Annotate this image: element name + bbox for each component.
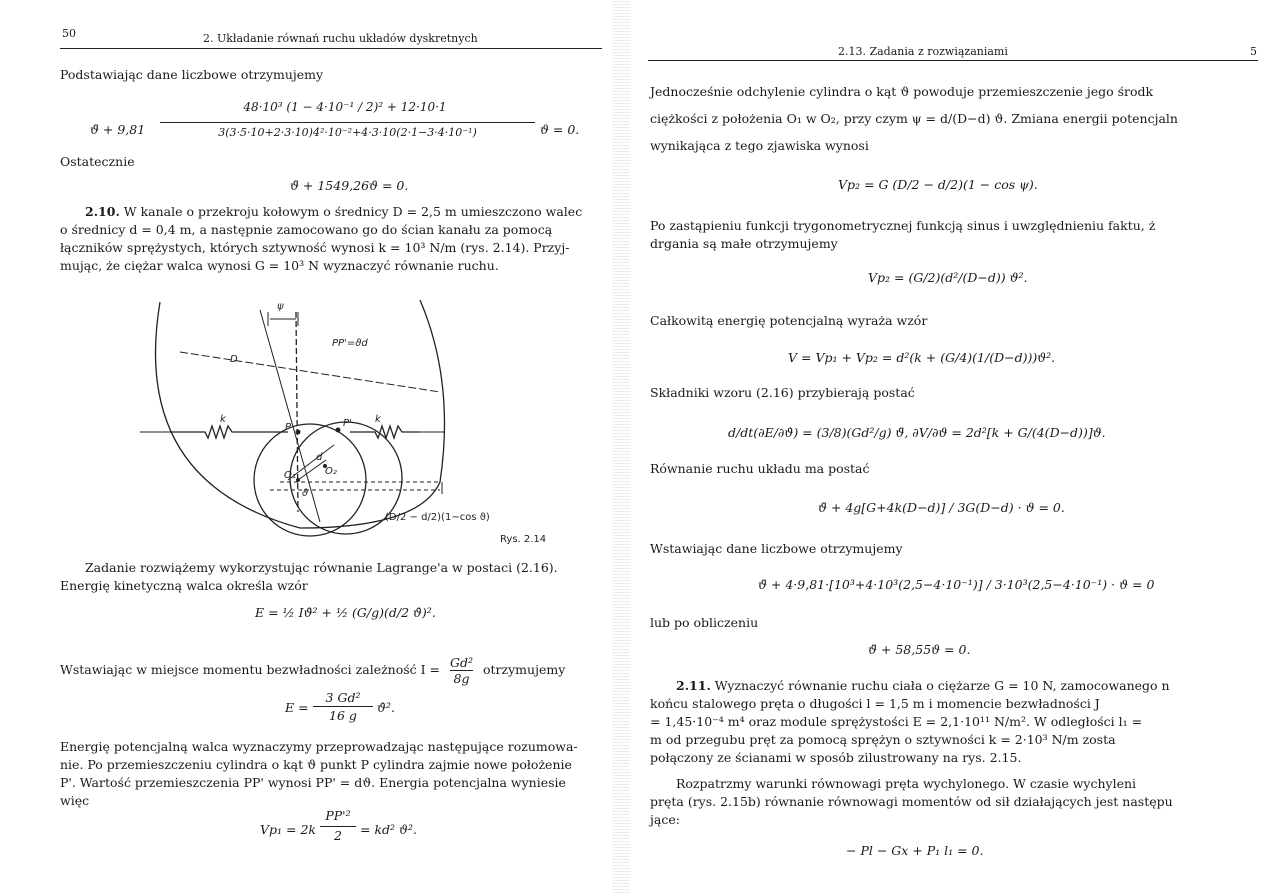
- figure-2-14: [120, 282, 547, 550]
- equation-2: ϑ̈ + 1549,26ϑ = 0.: [290, 178, 409, 193]
- cylinder-position-1: [254, 424, 366, 536]
- spring-left: [170, 426, 288, 438]
- equation-E1: E = ½ Iϑ̇² + ½ (G/g)(d/2 ϑ̇)².: [255, 605, 436, 620]
- gd2: Gd²: [450, 655, 474, 670]
- equation-1: [60, 92, 605, 152]
- wstawiajac-fraction: [450, 655, 473, 686]
- text-line: Po zastąpieniu funkcji trygonometrycznej funkcją sinus i uwzględnieniu faktu, ż: [650, 218, 1156, 233]
- equation-final: ϑ̈ + 58,55ϑ = 0.: [868, 642, 971, 657]
- text-line: Równanie ruchu układu ma postać: [650, 461, 870, 476]
- label-bottom: (D/2 − d/2)(1−cos ϑ): [385, 512, 490, 523]
- channel-wall: [156, 300, 445, 528]
- equation-moment: − Pl − Gx + P₁ l₁ = 0.: [846, 843, 984, 858]
- problem-number: 2.10.: [85, 204, 120, 219]
- intro-text: Podstawiając dane liczbowe otrzymujemy: [60, 67, 324, 82]
- label-psi: ψ: [277, 301, 284, 312]
- text-line: Składniki wzoru (2.16) przybierają postać: [650, 385, 915, 400]
- problem-line: Wyznaczyć równanie ruchu ciała o ciężarze G = 10 N, zamocowanego n: [714, 678, 1170, 693]
- label-O1: O₁: [284, 470, 296, 481]
- problem-line: łączników sprężystych, których sztywność wynosi k = 10³ N/m (rys. 2.14). Przyj-: [60, 240, 570, 255]
- e2-den: 16 g: [329, 708, 357, 723]
- para-line: Zadanie rozwiążemy wykorzystując równanie Lagrange'a w postaci (2.16).: [85, 560, 558, 575]
- text-line: ciężkości z położenia O₁ w O₂, przy czym ψ = d/(D−d) ϑ. Zmiana energii potencjaln: [650, 111, 1178, 126]
- label-P-prime: P': [343, 418, 352, 429]
- e2-num: 3 Gd²: [325, 690, 361, 705]
- equation-Vp1: [260, 808, 460, 848]
- problem-2-10: [85, 203, 582, 221]
- point-p-prime: [336, 428, 341, 433]
- eightg: 8g: [450, 670, 473, 686]
- running-head: 2.13. Zadania z rozwiązaniami: [838, 45, 1008, 58]
- spring-right: [350, 426, 420, 438]
- label-theta: ϑ: [302, 488, 309, 499]
- energy-line: więc: [60, 793, 90, 808]
- problem-line: połączony ze ścianami w sposób zilustrowany na rys. 2.15.: [650, 750, 1022, 765]
- figure-caption: Rys. 2.14: [500, 534, 547, 545]
- header-rule: [60, 48, 602, 49]
- eq1-rhs: ϑ = 0.: [540, 122, 580, 137]
- wstawiajac-pre: Wstawiając w miejsce momentu bezwładności zależność I =: [60, 662, 441, 677]
- wstawiajac-line: [60, 655, 565, 686]
- energy-line: Energię potencjalną walca wyznaczymy przeprowadzając następujące rozumowa-: [60, 739, 578, 754]
- eq1-numerator: 48·10³ (1 − 4·10⁻¹ / 2)² + 12·10·1: [243, 100, 447, 114]
- text-line: Wstawiając dane liczbowe otrzymujemy: [650, 541, 903, 556]
- equation-derivatives: d/dt(∂E/∂ϑ̇) = (3/8)(Gd²/g) ϑ̈, ∂V/∂ϑ = 2d²[k + G/(4(D−d))]ϑ.: [728, 425, 1106, 440]
- deflected-axis: [260, 310, 320, 522]
- diameter-line: [180, 352, 440, 392]
- para-line: pręta (rys. 2.15b) równanie równowagi momentów od sił działających jest następu: [650, 794, 1173, 809]
- problem-number: 2.11.: [676, 678, 711, 693]
- energy-line: P'. Wartość przemieszczenia PP' wynosi PP' = dϑ. Energia potencjalna wyniesie: [60, 775, 566, 790]
- problem-line: W kanale o przekroju kołowym o średnicy D = 2,5 m umieszczono walec: [123, 204, 583, 219]
- problem-line: końcu stalowego pręta o długości l = 1,5 m i momencie bezwładności J: [650, 696, 1100, 711]
- right-page: [628, 0, 1263, 893]
- equation-Vp2a: Vp₂ = G (D/2 − d/2)(1 − cos ψ).: [838, 177, 1038, 192]
- vp1-rhs: = kd² ϑ².: [360, 822, 417, 837]
- text-line: wynikająca z tego zjawiska wynosi: [650, 138, 869, 153]
- para-line: Rozpatrzmy warunki równowagi pręta wychylonego. W czasie wychyleni: [676, 776, 1137, 791]
- label-pp: PP'=ϑd: [332, 338, 368, 349]
- eq1-lhs: ϑ̈ + 9,81: [90, 122, 146, 137]
- wstawiajac-post: otrzymujemy: [483, 662, 566, 677]
- text-line: lub po obliczeniu: [650, 615, 759, 630]
- equation-Vp2b: Vp₂ = (G/2)(d²/(D−d)) ϑ².: [868, 270, 1028, 285]
- text-line: Jednocześnie odchylenie cylindra o kąt ϑ powoduje przemieszczenie jego środk: [650, 84, 1154, 99]
- equation-motion: ϑ̈ + 4g[G+4k(D−d)] / 3G(D−d) · ϑ = 0.: [818, 500, 1065, 515]
- label-O2: O₂: [325, 466, 337, 477]
- equation-numeric: ϑ̈ + 4·9,81·[10³+4·10³(2,5−4·10⁻¹)] / 3·10³(2,5−4·10⁻¹) · ϑ = 0: [758, 577, 1155, 592]
- label-k-left: k: [220, 414, 226, 425]
- text-line: Całkowitą energię potencjalną wyraża wzór: [650, 313, 928, 328]
- running-head: 2. Układanie równań ruchu układów dyskretnych: [203, 32, 478, 45]
- left-page: 50 2. Układanie równań ruchu układów dyskretnych Podstawiając dane liczbowe otrzymujemy ϑ̈ + 9,81 48·10³ (1 − 4·10⁻¹ / 2)² + 12·10·1 3(3·5·10+2·3·10)4²·10⁻²+4·3·10(2·1−3·4·10⁻¹) ϑ = 0. Ostatecznie ϑ̈ + 1549,26ϑ = 0. 2.10. W kanale o przekroju kołowym o średnicy D = 2,5 m umieszczono walec o średnicy d = 0,4 m, a następnie zamocowano go do ścian kanału za pomocą łączników sprężystych, których sztywność wynosi k = 10³ N/m (rys. 2.14). Przyj- mując, że ciężar walca wynosi G = 10³ N wyznaczyć równanie ruchu. PP'=ϑd D k k P P' d O₁ O₂ ϑ ψ (D/2 − d/2)(1−cos ϑ) Rys. 2.14 Zadanie rozwiążemy wykorzystując równanie Lagrange'a w postaci (2.16). Energię kinetyczną walca określa wzór E = ½ Iϑ̇² + ½ (G/g)(d/2 ϑ̇)². Wstawiając w miejsce momentu bezwładności zależność I = $\frac{\text{Gd²}}{8g}$ otrzymujemy E = 3 Gd² 16 g ϑ̇². Energię potencjalną walca wyznaczymy przeprowadzając następujące rozumowa- nie. Po przemieszczeniu cylindra o kąt ϑ punkt P cylindra zajmie nowe położenie P'. Wartość przemieszczenia PP' wynosi PP' = dϑ. Energia potencjalna wyniesie więc Vp₁ = 2k PP'² 2 = kd² ϑ².: [0, 0, 612, 893]
- equation-V: V = Vp₁ + Vp₂ = d²(k + (G/4)(1/(D−d)))ϑ².: [788, 350, 1056, 365]
- problem-line: m od przegubu pręt za pomocą sprężyn o sztywności k = 2·10³ N/m zosta: [650, 732, 1116, 747]
- text-line: drgania są małe otrzymujemy: [650, 236, 838, 251]
- label-P: P: [285, 422, 292, 433]
- problem-line: = 1,45·10⁻⁴ m⁴ oraz module sprężystości E = 2,1·10¹¹ N/m². W odległości l₁ =: [650, 714, 1143, 729]
- problem-line: o średnicy d = 0,4 m, a następnie zamocowano go do ścian kanału za pomocą: [60, 222, 553, 237]
- para-line: Energię kinetyczną walca określa wzór: [60, 578, 308, 593]
- vp1-num: PP'²: [325, 808, 351, 823]
- e2-rest: ϑ̇².: [377, 700, 395, 715]
- para-line: jące:: [650, 812, 680, 827]
- page-number: 50: [62, 27, 76, 40]
- header-rule: [648, 60, 1258, 61]
- problem-line: mując, że ciężar walca wynosi G = 10³ N wyznaczyć równanie ruchu.: [60, 258, 499, 273]
- problem-2-11: [676, 677, 1170, 695]
- energy-line: nie. Po przemieszczeniu cylindra o kąt ϑ punkt P cylindra zajmie nowe położenie: [60, 757, 572, 772]
- label-d: d: [316, 452, 323, 463]
- label-k-right: k: [375, 414, 381, 425]
- point-p: [296, 430, 301, 435]
- ostatecznie-text: Ostatecznie: [60, 154, 135, 169]
- label-D: D: [230, 354, 238, 365]
- vp1-lhs: Vp₁ = 2k: [260, 822, 316, 837]
- vp1-den: 2: [334, 828, 342, 843]
- page-number: 5: [1250, 45, 1257, 58]
- eq1-denominator: 3(3·5·10+2·3·10)4²·10⁻²+4·3·10(2·1−3·4·10⁻¹): [218, 126, 477, 139]
